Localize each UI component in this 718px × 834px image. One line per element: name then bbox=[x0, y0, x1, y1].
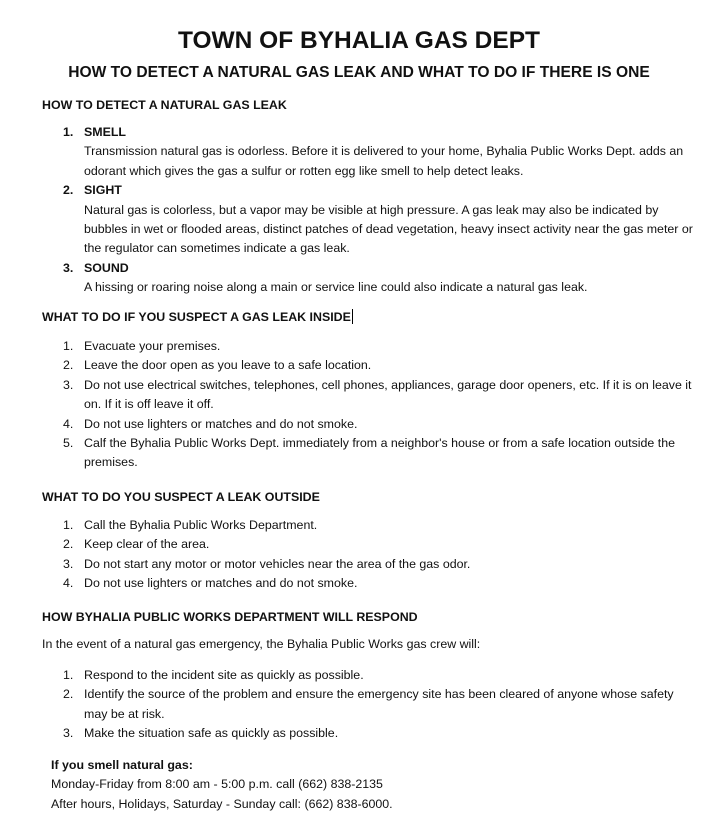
list-item-text: Call the Byhalia Public Works Department. bbox=[84, 518, 318, 532]
list-item bbox=[0, 376, 694, 415]
list-item bbox=[0, 123, 694, 181]
detect-list bbox=[0, 123, 694, 298]
list-item-text: Calf the Byhalia Public Works Dept. immediately from a neighbor's house or from a safe location outside the premises. bbox=[84, 436, 675, 470]
list-number: 1. bbox=[63, 518, 74, 532]
list-item-text: Do not start any motor or motor vehicles near the area of the gas odor. bbox=[84, 556, 471, 571]
contact-heading: If you smell natural gas: bbox=[51, 758, 193, 772]
list-item-text: Evacuate your premises. bbox=[84, 339, 221, 353]
contact-after-hours-line: After hours, Holidays, Saturday - Sunday call: (662) 838-6000. bbox=[51, 796, 393, 811]
list-item bbox=[0, 516, 694, 535]
detect-heading: HOW TO DETECT A NATURAL GAS LEAK bbox=[42, 98, 287, 112]
list-item bbox=[0, 434, 694, 473]
list-number: 2. bbox=[63, 183, 74, 198]
contact-weekday-line: Monday-Friday from 8:00 am - 5:00 p.m. call (662) 838-2135 bbox=[51, 777, 383, 792]
respond-intro: In the event of a natural gas emergency, the Byhalia Public Works gas crew will: bbox=[42, 637, 481, 651]
list-item-text: Natural gas is colorless, but a vapor may be visible at high pressure. A gas leak may also be indicated by bubbles in wet or flooded areas, distinct patches of dead vegetation, heavy insect activity near the gas meter or the regulator can sometimes indicate a gas leak. bbox=[84, 202, 693, 256]
document-subtitle: HOW TO DETECT A NATURAL GAS LEAK AND WHAT TO DO IF THERE IS ONE bbox=[68, 64, 650, 81]
list-number: 1. bbox=[63, 339, 74, 353]
list-number: 4. bbox=[63, 416, 74, 431]
list-number: 3. bbox=[63, 726, 74, 741]
list-number: 5. bbox=[63, 436, 74, 451]
text-cursor bbox=[352, 309, 353, 324]
respond-heading: HOW BYHALIA PUBLIC WORKS DEPARTMENT WILL RESPOND bbox=[42, 610, 418, 624]
list-item bbox=[0, 337, 694, 356]
list-number: 1. bbox=[63, 125, 74, 139]
inside-heading bbox=[42, 308, 353, 326]
list-item-text: Leave the door open as you leave to a safe location. bbox=[84, 358, 372, 373]
inside-list bbox=[0, 337, 694, 473]
list-item bbox=[0, 574, 694, 593]
list-number: 3. bbox=[63, 260, 74, 275]
list-number: 3. bbox=[63, 556, 74, 571]
list-item-text: Keep clear of the area. bbox=[84, 537, 210, 552]
list-item bbox=[0, 724, 694, 743]
document-title: TOWN OF BYHALIA GAS DEPT bbox=[177, 27, 541, 54]
contact-info bbox=[51, 756, 393, 814]
list-item-text: Respond to the incident site as quickly as possible. bbox=[84, 668, 364, 682]
inside-heading-text: WHAT TO DO IF YOU SUSPECT A GAS LEAK INSIDE bbox=[42, 310, 351, 324]
list-number: 4. bbox=[63, 576, 74, 591]
list-item bbox=[0, 181, 694, 259]
list-item bbox=[0, 685, 694, 724]
respond-list bbox=[0, 666, 694, 744]
list-item-text: Do not use lighters or matches and do not smoke. bbox=[84, 576, 358, 591]
outside-heading: WHAT TO DO YOU SUSPECT A LEAK OUTSIDE bbox=[42, 490, 320, 504]
list-number: 1. bbox=[63, 668, 74, 682]
list-item-text: A hissing or roaring noise along a main or service line could also indicate a natural gas leak. bbox=[84, 280, 588, 295]
list-item-label: SMELL bbox=[84, 125, 126, 139]
list-item-text: Do not use electrical switches, telephones, cell phones, appliances, garage door openers, etc. If it is on leave it on. If it is off leave it off. bbox=[84, 377, 692, 412]
list-number: 3. bbox=[63, 377, 74, 392]
list-item-text: Identify the source of the problem and ensure the emergency site has been cleared of anyone whose safety may be at risk. bbox=[84, 687, 674, 721]
list-item-text: Make the situation safe as quickly as possible. bbox=[84, 726, 339, 741]
list-item-text: Do not use lighters or matches and do not smoke. bbox=[84, 416, 358, 431]
list-item bbox=[0, 356, 694, 375]
list-item bbox=[0, 415, 694, 434]
list-item-text: Transmission natural gas is odorless. Before it is delivered to your home, Byhalia Public Works Dept. adds an odorant which gives the gas a sulfur or rotten egg like smell to help detect leaks. bbox=[84, 144, 684, 178]
list-number: 2. bbox=[63, 537, 74, 552]
list-item bbox=[0, 535, 694, 554]
list-item-label: SIGHT bbox=[84, 183, 122, 198]
list-item bbox=[0, 555, 694, 574]
outside-list bbox=[0, 516, 694, 594]
list-item bbox=[0, 666, 694, 685]
list-item bbox=[0, 259, 694, 298]
list-item-label: SOUND bbox=[84, 260, 129, 275]
list-number: 2. bbox=[63, 358, 74, 373]
list-number: 2. bbox=[63, 687, 74, 702]
